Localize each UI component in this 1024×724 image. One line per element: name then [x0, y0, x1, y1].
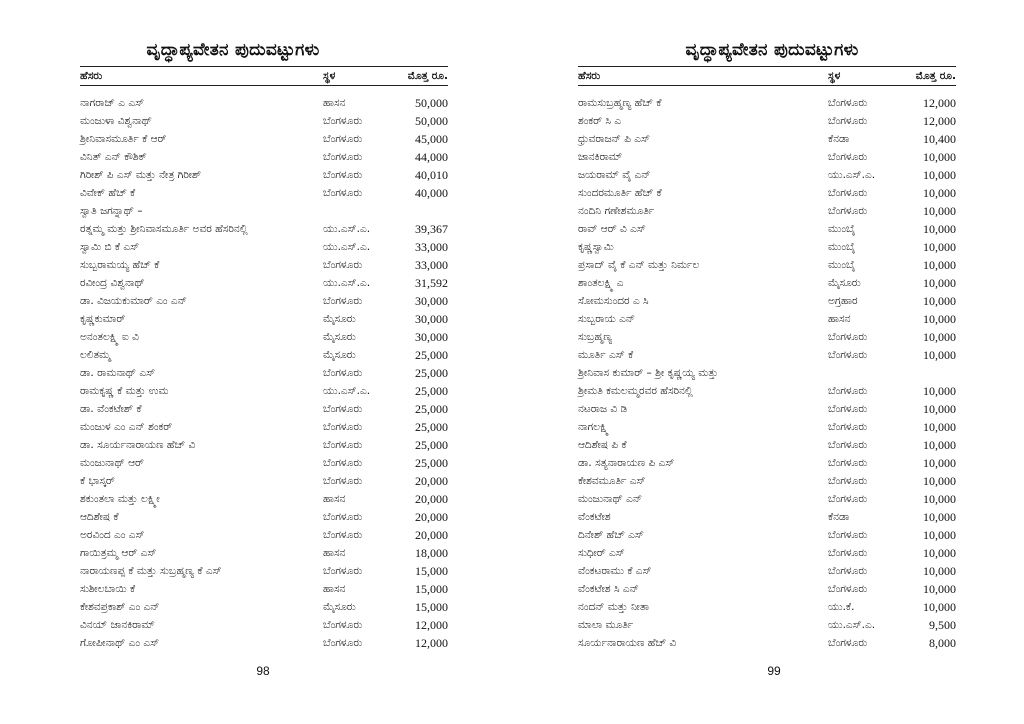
table-row — [578, 490, 956, 508]
table-body — [80, 94, 448, 652]
amount-cell: 25,000 — [415, 402, 448, 416]
table-row — [578, 634, 956, 652]
name-cell: ಶಂಕರ್ ಸಿ ಎ — [578, 115, 622, 127]
table-row — [578, 400, 956, 418]
place-cell: ಬೆಂಗಳೂರು — [323, 565, 363, 577]
place-cell: ಮೈಸೂರು — [323, 601, 356, 613]
table-row — [80, 94, 448, 112]
table-row — [80, 148, 448, 166]
amount-cell: 30,000 — [415, 330, 448, 344]
amount-cell: 30,000 — [415, 312, 448, 326]
amount-cell: 20,000 — [415, 528, 448, 542]
name-cell: ಮೂರ್ತಿ ಎಸ್ ಕೆ — [578, 349, 634, 361]
amount-cell: 50,000 — [415, 114, 448, 128]
place-cell: ಬೆಂಗಳೂರು — [828, 493, 868, 505]
place-cell: ಮೈಸೂರು — [323, 349, 356, 361]
name-cell: ಸ್ವಾಮಿ ಬಿ ಕೆ ಎಸ್ — [80, 241, 140, 253]
name-cell: ವಿನಯ್ ಜಾನಕಿರಾಮ್ — [80, 619, 155, 631]
amount-cell: 40,000 — [415, 186, 448, 200]
name-cell: ಮಾಲಾ ಮೂರ್ತಿ — [578, 619, 634, 631]
table-row — [578, 436, 956, 454]
amount-cell: 39,367 — [415, 222, 448, 236]
table-row — [80, 184, 448, 202]
table-row — [80, 382, 448, 400]
amount-cell: 31,592 — [415, 276, 448, 290]
table-row — [578, 256, 956, 274]
amount-cell: 45,000 — [415, 132, 448, 146]
name-cell: ಆದಿಶೇಷ ಪಿ ಕೆ — [578, 439, 627, 451]
table-row — [578, 346, 956, 364]
name-cell: ಸೂರ್ಯನಾರಾಯಣ ಹೆಚ್ ವಿ — [578, 637, 677, 649]
table-row — [80, 508, 448, 526]
table-row — [80, 634, 448, 652]
table-row — [578, 130, 956, 148]
table-row — [578, 544, 956, 562]
place-cell: ಅಗ್ರಹಾರ — [828, 295, 858, 307]
place-cell: ಹಾಸನ — [323, 97, 346, 109]
table-row — [578, 616, 956, 634]
place-cell: ಯು.ಎಸ್.ಎ. — [323, 223, 371, 235]
table-row — [578, 274, 956, 292]
header-amount: ಮೊತ್ತ ರೂ. — [915, 70, 956, 82]
name-cell: ನಂದಿನಿ ಗಣೇಶಮೂರ್ತಿ — [578, 205, 655, 217]
place-cell: ಮೈಸೂರು — [828, 277, 861, 289]
amount-cell: 10,000 — [923, 402, 956, 416]
amount-cell: 10,000 — [923, 420, 956, 434]
right-page — [512, 0, 1024, 724]
name-cell: ಸುಬ್ರಹ್ಮಣ್ಯ — [578, 331, 613, 343]
name-cell: ಧ್ರುವರಾಜನ್ ಪಿ ಎಸ್ — [578, 133, 651, 145]
name-cell: ಸುಬ್ಬರಾಮಯ್ಯ ಹೆಚ್ ಕೆ — [80, 259, 160, 271]
place-cell: ಬೆಂಗಳೂರು — [828, 439, 868, 451]
place-cell: ಮುಂಬೈ — [828, 241, 856, 253]
amount-cell: 10,000 — [923, 492, 956, 506]
name-cell: ಡಾ. ವೆಂಕಟೇಶ್ ಕೆ — [80, 403, 142, 415]
place-cell: ಬೆಂಗಳೂರು — [323, 529, 363, 541]
place-cell: ಹಾಸನ — [323, 493, 346, 505]
amount-cell: 25,000 — [415, 438, 448, 452]
table-row — [80, 454, 448, 472]
place-cell: ಬೆಂಗಳೂರು — [828, 403, 868, 415]
name-cell: ಡಾ. ಸೂರ್ಯನಾರಾಯಣ ಹೆಚ್ ವಿ — [80, 439, 196, 451]
place-cell: ಬೆಂಗಳೂರು — [323, 511, 363, 523]
place-cell: ಬೆಂಗಳೂರು — [828, 97, 868, 109]
header-name: ಹೆಸರು — [80, 70, 103, 82]
table-row — [578, 112, 956, 130]
place-cell: ಮೈಸೂರು — [323, 313, 356, 325]
name-cell: ಸುಧೀರ್ ಎಸ್ — [578, 547, 625, 559]
table-row — [578, 526, 956, 544]
name-cell: ನಾಗಲಕ್ಷ್ಮಿ — [578, 421, 609, 433]
table-row — [80, 562, 448, 580]
name-cell: ರಾಮಸುಬ್ರಹ್ಮಣ್ಯ ಹೆಚ್ ಕೆ — [578, 97, 662, 109]
name-cell: ಮಂಜುಳಾ ವಿಶ್ವನಾಥ್ — [80, 115, 152, 127]
table-row — [578, 166, 956, 184]
amount-cell: 10,000 — [923, 312, 956, 326]
name-cell: ಗಾಯಿತ್ರಮ್ಮ ಆರ್ ಎಸ್ — [80, 547, 157, 559]
name-cell: ಮಂಜುನಾಥ್ ಎನ್ — [578, 493, 643, 505]
name-cell: ವೆಂಕಟೇಶ — [578, 511, 611, 523]
table-row — [80, 202, 448, 220]
table-row — [578, 292, 956, 310]
table-row — [80, 130, 448, 148]
place-cell: ಯು.ಎಸ್.ಎ. — [323, 277, 371, 289]
pension-table — [80, 66, 448, 652]
table-row — [80, 256, 448, 274]
place-cell: ಕೆನಡಾ — [828, 511, 850, 523]
place-cell: ಬೆಂಗಳೂರು — [323, 637, 363, 649]
place-cell: ಬೆಂಗಳೂರು — [828, 331, 868, 343]
amount-cell: 40,010 — [415, 168, 448, 182]
amount-cell: 12,000 — [923, 96, 956, 110]
amount-cell: 10,000 — [923, 222, 956, 236]
place-cell: ಹಾಸನ — [828, 313, 851, 325]
name-cell: ಆದಿಶೇಷ ಕೆ — [80, 511, 119, 523]
table-row — [578, 382, 956, 400]
place-cell: ಯು.ಎಸ್.ಎ. — [828, 169, 876, 181]
table-header — [80, 67, 448, 85]
table-row — [80, 238, 448, 256]
amount-cell: 8,000 — [929, 636, 956, 650]
place-cell: ಬೆಂಗಳೂರು — [828, 421, 868, 433]
place-cell: ಯು.ಎಸ್.ಎ. — [828, 619, 876, 631]
amount-cell: 10,000 — [923, 276, 956, 290]
place-cell: ಬೆಂಗಳೂರು — [828, 115, 868, 127]
table-row — [578, 328, 956, 346]
header-name: ಹೆಸರು — [578, 70, 601, 82]
name-cell: ಪ್ರಸಾದ್ ವೈ ಕೆ ಎನ್ ಮತ್ತು ನಿರ್ಮಲ — [578, 259, 700, 271]
amount-cell: 25,000 — [415, 420, 448, 434]
amount-cell: 10,000 — [923, 150, 956, 164]
name-cell: ಕೃಷ್ಣಸ್ವಾಮಿ — [578, 241, 614, 253]
amount-cell: 10,000 — [923, 384, 956, 398]
name-cell: ವೆಂಕಟೇಶ ಸಿ ಎನ್ — [578, 583, 639, 595]
amount-cell: 50,000 — [415, 96, 448, 110]
name-cell: ಸೋಮಸುಂದರ ಎ ಸಿ — [578, 295, 649, 307]
amount-cell: 25,000 — [415, 366, 448, 380]
name-cell: ಕೇಶವಮೂರ್ತಿ ಎಸ್ — [578, 475, 646, 487]
place-cell: ಬೆಂಗಳೂರು — [323, 421, 363, 433]
name-cell: ಕೃಷ್ಣಕುಮಾರ್ — [80, 313, 126, 325]
place-cell: ಕೆನಡಾ — [828, 133, 850, 145]
amount-cell: 10,000 — [923, 204, 956, 218]
name-cell: ನಾರಾಯಣಪ್ಪ ಕೆ ಮತ್ತು ಸುಬ್ರಹ್ಮಣ್ಯ ಕೆ ಎಸ್ — [80, 565, 222, 577]
amount-cell: 10,000 — [923, 546, 956, 560]
amount-cell: 10,000 — [923, 258, 956, 272]
table-row — [578, 580, 956, 598]
amount-cell: 10,000 — [923, 168, 956, 182]
amount-cell: 10,400 — [923, 132, 956, 146]
name-cell: ಶಕುಂತಲಾ ಮತ್ತು ಲಕ್ಷ್ಮೀ — [80, 493, 160, 505]
name-cell: ಜಾನಕಿರಾಮ್ — [578, 151, 623, 163]
name-cell: ರತ್ನಮ್ಮ ಮತ್ತು ಶ್ರೀನಿವಾಸಮೂರ್ತಿ ಅವರ ಹೆಸರಿನಲ್ಲಿ — [80, 223, 248, 235]
amount-cell: 10,000 — [923, 564, 956, 578]
place-cell: ಹಾಸನ — [323, 583, 346, 595]
header-bottom-rule — [578, 85, 956, 86]
name-cell: ಅರವಿಂದ ಎಂ ಎಸ್ — [80, 529, 145, 541]
place-cell: ಬೆಂಗಳೂರು — [323, 475, 363, 487]
table-row — [80, 580, 448, 598]
table-row — [578, 418, 956, 436]
amount-cell: 30,000 — [415, 294, 448, 308]
amount-cell: 15,000 — [415, 582, 448, 596]
table-row — [578, 202, 956, 220]
table-body — [578, 94, 956, 652]
amount-cell: 25,000 — [415, 348, 448, 362]
place-cell: ಮುಂಬೈ — [828, 223, 856, 235]
table-row — [80, 418, 448, 436]
amount-cell: 10,000 — [923, 186, 956, 200]
pension-table — [578, 66, 956, 652]
table-row — [578, 238, 956, 256]
amount-cell: 20,000 — [415, 474, 448, 488]
amount-cell: 44,000 — [415, 150, 448, 164]
table-row — [80, 490, 448, 508]
amount-cell: 33,000 — [415, 258, 448, 272]
amount-cell: 10,000 — [923, 510, 956, 524]
name-cell: ನಾಗರಾಜ್ ಎ ಎಸ್ — [80, 97, 145, 109]
name-cell: ನಟರಾಜ ವಿ ಡಿ — [578, 403, 628, 415]
amount-cell: 12,000 — [415, 636, 448, 650]
page-title: ವೃದ್ಧಾಪ್ಯವೇತನ ಪುದುವಟ್ಟುಗಳು — [146, 40, 320, 60]
amount-cell: 15,000 — [415, 600, 448, 614]
name-cell: ಮಂಜುಳ ಎಂ ಎನ್ ಶಂಕರ್ — [80, 421, 173, 433]
name-cell: ಶ್ರೀನಿವಾಸಮೂರ್ತಿ ಕೆ ಆರ್ — [80, 133, 167, 145]
name-cell: ಡಾ. ಸತ್ಯನಾರಾಯಣ ಪಿ ಎಸ್ — [578, 457, 675, 469]
amount-cell: 20,000 — [415, 492, 448, 506]
page-title: ವೃದ್ಧಾಪ್ಯವೇತನ ಪುದುವಟ್ಟುಗಳು — [685, 40, 859, 60]
name-cell: ನಂದನ್ ಮತ್ತು ನೀತಾ — [578, 601, 650, 613]
table-row — [80, 166, 448, 184]
amount-cell: 10,000 — [923, 528, 956, 542]
place-cell: ಬೆಂಗಳೂರು — [828, 151, 868, 163]
amount-cell: 25,000 — [415, 384, 448, 398]
table-header — [578, 67, 956, 85]
place-cell: ಬೆಂಗಳೂರು — [323, 259, 363, 271]
amount-cell: 10,000 — [923, 240, 956, 254]
amount-cell: 10,000 — [923, 294, 956, 308]
place-cell: ಮುಂಬೈ — [828, 259, 856, 271]
name-cell: ಸ್ವಾತಿ ಜಗನ್ನಾಥ್ – — [80, 205, 143, 217]
name-cell: ಶ್ರೀನಿವಾಸ ಕುಮಾರ್ – ಶ್ರೀ ಕೃಷ್ಣಯ್ಯ ಮತ್ತು — [578, 367, 719, 379]
name-cell: ಗೋಪೀನಾಥ್ ಎಂ ಎಸ್ — [80, 637, 160, 649]
place-cell: ಬೆಂಗಳೂರು — [828, 583, 868, 595]
place-cell: ಯು.ಎಸ್.ಎ. — [323, 385, 371, 397]
table-row — [80, 436, 448, 454]
header-place: ಸ್ಥಳ — [828, 70, 841, 82]
amount-cell: 12,000 — [415, 618, 448, 632]
page-number: 99 — [767, 664, 781, 678]
name-cell: ರಾವ್ ಆರ್ ವಿ ಎಸ್ — [578, 223, 646, 235]
amount-cell: 10,000 — [923, 582, 956, 596]
amount-cell: 10,000 — [923, 330, 956, 344]
table-row — [80, 220, 448, 238]
name-cell: ರವೀಂದ್ರ ವಿಶ್ವನಾಥ್ — [80, 277, 145, 289]
name-cell: ಲಲಿತಮ್ಮ — [80, 349, 111, 361]
name-cell: ಡಾ. ವಿಜಯಕುಮಾರ್ ಎಂ ಎನ್ — [80, 295, 187, 307]
name-cell: ಸುಬ್ಬರಾಯ ಎನ್ — [578, 313, 636, 325]
table-row — [80, 112, 448, 130]
place-cell: ಬೆಂಗಳೂರು — [323, 439, 363, 451]
place-cell: ಬೆಂಗಳೂರು — [828, 187, 868, 199]
amount-cell: 9,500 — [929, 618, 956, 632]
place-cell: ಯು.ಎಸ್.ಎ. — [323, 241, 371, 253]
header-amount: ಮೊತ್ತ ರೂ. — [407, 70, 448, 82]
table-row — [80, 472, 448, 490]
place-cell: ಬೆಂಗಳೂರು — [828, 547, 868, 559]
table-row — [80, 346, 448, 364]
name-cell: ಶ್ರೀಮತಿ ಕಮಲಮ್ಮರವರ ಹೆಸರಿನಲ್ಲಿ — [578, 385, 693, 397]
table-row — [578, 508, 956, 526]
table-row — [578, 310, 956, 328]
amount-cell: 10,000 — [923, 348, 956, 362]
table-row — [80, 364, 448, 382]
table-row — [80, 292, 448, 310]
table-row — [80, 274, 448, 292]
name-cell: ಗಿರೀಶ್ ಪಿ ಎಸ್ ಮತ್ತು ನೇತ್ರ ಗಿರೀಶ್ — [80, 169, 202, 181]
name-cell: ದಿನೇಶ್ ಹೆಚ್ ಎಸ್ — [578, 529, 644, 541]
table-row — [80, 616, 448, 634]
place-cell: ಬೆಂಗಳೂರು — [323, 151, 363, 163]
amount-cell: 18,000 — [415, 546, 448, 560]
place-cell: ಯು.ಕೆ. — [828, 601, 855, 613]
name-cell: ಸುಶೀಲಬಾಯಿ ಕೆ — [80, 583, 136, 595]
place-cell: ಬೆಂಗಳೂರು — [828, 457, 868, 469]
table-row — [578, 472, 956, 490]
table-row — [80, 598, 448, 616]
place-cell: ಬೆಂಗಳೂರು — [323, 115, 363, 127]
place-cell: ಬೆಂಗಳೂರು — [828, 565, 868, 577]
name-cell: ಅನಂತಲಕ್ಷ್ಮಿ ಐ ವಿ — [80, 331, 139, 343]
place-cell: ಬೆಂಗಳೂರು — [828, 637, 868, 649]
place-cell: ಬೆಂಗಳೂರು — [828, 529, 868, 541]
amount-cell: 25,000 — [415, 456, 448, 470]
table-row — [578, 598, 956, 616]
table-row — [80, 310, 448, 328]
place-cell: ಹಾಸನ — [323, 547, 346, 559]
page-number: 98 — [256, 664, 270, 678]
table-row — [578, 220, 956, 238]
name-cell: ವಿನಿತ್ ಎನ್ ಕೌಶಿಕ್ — [80, 151, 147, 163]
place-cell: ಬೆಂಗಳೂರು — [323, 457, 363, 469]
place-cell: ಬೆಂಗಳೂರು — [828, 349, 868, 361]
table-row — [578, 94, 956, 112]
place-cell: ಬೆಂಗಳೂರು — [323, 133, 363, 145]
table-row — [80, 544, 448, 562]
amount-cell: 10,000 — [923, 456, 956, 470]
header-place: ಸ್ಥಳ — [323, 70, 336, 82]
header-bottom-rule — [80, 85, 448, 86]
table-row — [80, 400, 448, 418]
table-row — [80, 526, 448, 544]
place-cell: ಬೆಂಗಳೂರು — [828, 475, 868, 487]
place-cell: ಬೆಂಗಳೂರು — [323, 169, 363, 181]
place-cell: ಬೆಂಗಳೂರು — [323, 403, 363, 415]
name-cell: ವೆಂಕಟರಾಮು ಕೆ ಎಸ್ — [578, 565, 652, 577]
table-row — [578, 184, 956, 202]
place-cell: ಬೆಂಗಳೂರು — [323, 367, 363, 379]
name-cell: ಕೆ ಭಾಸ್ಕರ್ — [80, 475, 115, 487]
amount-cell: 10,000 — [923, 438, 956, 452]
place-cell: ಬೆಂಗಳೂರು — [828, 385, 868, 397]
place-cell: ಬೆಂಗಳೂರು — [323, 619, 363, 631]
amount-cell: 33,000 — [415, 240, 448, 254]
table-row — [80, 328, 448, 346]
name-cell: ವಿವೇಕ್ ಹೆಚ್ ಕೆ — [80, 187, 136, 199]
name-cell: ಕೇಶವಪ್ರಕಾಶ್ ಎಂ ಎನ್ — [80, 601, 160, 613]
amount-cell: 10,000 — [923, 474, 956, 488]
table-row — [578, 364, 956, 382]
table-row — [578, 562, 956, 580]
place-cell: ಬೆಂಗಳೂರು — [323, 295, 363, 307]
amount-cell: 10,000 — [923, 600, 956, 614]
place-cell: ಬೆಂಗಳೂರು — [323, 187, 363, 199]
name-cell: ಶಾಂತಲಕ್ಷ್ಮಿ ಎ — [578, 277, 624, 289]
name-cell: ಸುಂದರಮೂರ್ತಿ ಹೆಚ್ ಕೆ — [578, 187, 662, 199]
table-row — [578, 148, 956, 166]
place-cell: ಬೆಂಗಳೂರು — [828, 205, 868, 217]
amount-cell: 12,000 — [923, 114, 956, 128]
name-cell: ಮಂಜುನಾಥ್ ಆರ್ — [80, 457, 144, 469]
amount-cell: 20,000 — [415, 510, 448, 524]
name-cell: ರಾಮಕೃಷ್ಣ ಕೆ ಮತ್ತು ಉಮ — [80, 385, 169, 397]
name-cell: ಜಯರಾಮ್ ವೈ ಎನ್ — [578, 169, 651, 181]
amount-cell: 15,000 — [415, 564, 448, 578]
name-cell: ಡಾ. ರಾಮನಾಥ್ ಎಸ್ — [80, 367, 156, 379]
place-cell: ಮೈಸೂರು — [323, 331, 356, 343]
table-row — [578, 454, 956, 472]
